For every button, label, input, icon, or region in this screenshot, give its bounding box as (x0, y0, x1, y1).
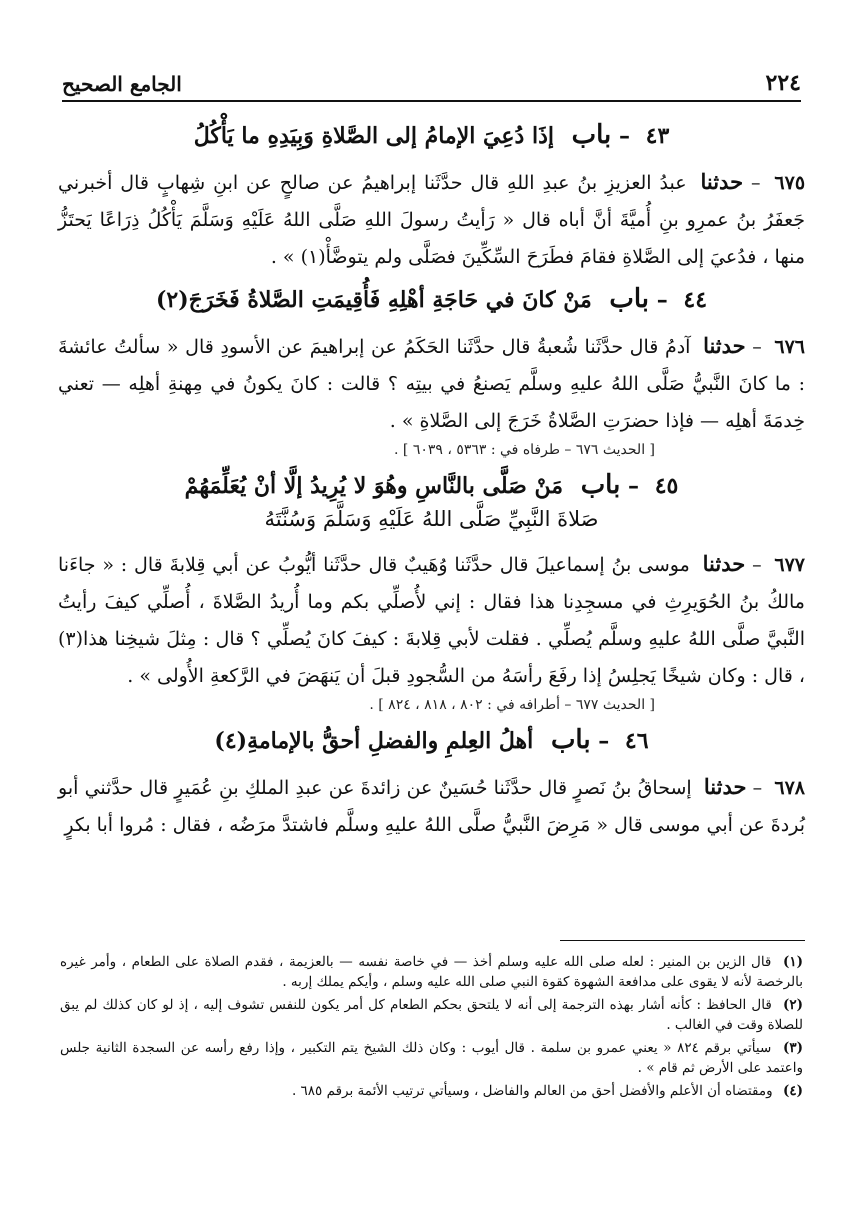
book-title: الجامع الصحيح (62, 72, 182, 96)
footnote-number: (٣) (782, 1040, 803, 1056)
chapter-number: ٤٥ (654, 473, 679, 499)
chapter-bab: باب (550, 725, 591, 755)
chapter-bab: باب (580, 470, 621, 500)
page-number: ٢٢٤ (765, 70, 801, 96)
chapter-number: ٤٤ (683, 287, 708, 313)
hadith-cross-reference: [ الحديث ٦٧٦ – طرفاه في : ٥٣٦٣ ، ٦٠٣٩ ] . (394, 442, 655, 458)
footnote (60, 952, 803, 992)
footnote (60, 1038, 803, 1078)
hadith-text: موسى بنُ إسماعيلَ قال حدَّثَنا وُهَيبٌ قال حدَّثَنا أيُّوبُ عن أبي قِلابةَ قال : « جاءَنا مالكُ بنُ الحُوَيرِثِ في مسجِدِنا هذا فقال : إني لأُصلِّي بكم وما أُريدُ الصَّلاةَ ، أُصلِّي كيفَ رأيتُ النَّبيَّ صلَّى اللهُ عليهِ وسلَّم يُصلِّي . فقلت لأبي قِلابةَ : كيفَ كانَ يُصلِّي ؟ قال : مِثلَ شيخِنا هذا(٣) ، قال : وكان شيخًا يَجلِسُ إذا رفَعَ رأسَهُ من السُّجودِ قبلَ أن يَنهَضَ في الرَّكعةِ الأُولى » . (58, 554, 805, 687)
footnote-number: (١) (782, 954, 803, 970)
chapter-heading: ٤٣ – باب إذَا دُعِيَ الإمامُ إلى الصَّلاةِ وَبِيَدِهِ ما يَأْكُلُ (193, 120, 670, 150)
hadith-text: عبدُ العزيزِ بنُ عبدِ اللهِ قال حدَّثَنا إبراهيمُ عن صالحٍ عن ابنِ شِهابٍ قال أخبرني جَعفَرُ بنُ عمرِو بنِ أُميَّةَ أنَّ أباه قال « رَأيتُ رسولَ اللهِ صَلَّى اللهُ عَلَيْهِ وَسَلَّمَ يَأْكُلُ ذِرَاعًا يَحتَزُّ منها ، فدُعيَ إلى الصَّلاةِ فقامَ فطَرَحَ السِّكِّينَ فصَلَّى ولم يتوضَّأْ(١) » . (58, 172, 805, 268)
chapter-heading: ٤٦ – باب أهلُ العِلمِ والفضلِ أحقُّ بالإمامةِ(٤) (214, 725, 649, 755)
hadith-number: ٦٧٦ (774, 336, 805, 358)
chapter-title: أهلُ العِلمِ والفضلِ أحقُّ بالإمامةِ(٤) (214, 728, 534, 754)
page-header (62, 62, 801, 102)
hadith-number: ٦٧٨ (774, 777, 805, 799)
hadith-cross-reference: [ الحديث ٦٧٧ – أطرافه في : ٨٠٢ ، ٨١٨ ، ٨٢٤ ] . (369, 697, 655, 713)
footnote (60, 1081, 803, 1101)
footnote-text: قال الحافظ : كأنه أشار بهذه الترجمة إلى أنه لا يلتحق بحكم الطعام كل أمر يكون للنفس تشوف إليه ، إذ لو كان كذلك لم يبق للصلاة وقت في الغالب . (60, 997, 803, 1033)
footnotes (60, 952, 803, 1104)
chapter-number: ٤٦ (624, 728, 649, 754)
footnote-text: قال الزين بن المنير : لعله صلى الله عليه وسلم أخذ — في خاصة نفسه — بالعزيمة ، فقدم الصلاة على الطعام ، وأمر غيره بالرخصة لأنه لا يقوى على مدافعة الشهوة كقوة النبي صلى الله عليه وسلم ، وأيكم يملك إربه . (60, 954, 803, 990)
hadith-paragraph: ٦٧٥ – حدثنا عبدُ العزيزِ بنُ عبدِ اللهِ قال حدَّثَنا إبراهيمُ عن صالحٍ عن ابنِ شِهابٍ قال أخبرني جَعفَرُ بنُ عمرِو بنِ أُميَّةَ أنَّ أباه قال « رَأيتُ رسولَ اللهِ صَلَّى اللهُ عَلَيْهِ وَسَلَّمَ يَأْكُلُ ذِرَاعًا يَحتَزُّ منها ، فدُعيَ إلى الصَّلاةِ فقامَ فطَرَحَ السِّكِّينَ فصَلَّى ولم يتوضَّأْ(١) » . (58, 169, 806, 268)
footnote (60, 995, 803, 1035)
footnote-divider (560, 940, 805, 941)
page-body (58, 112, 805, 844)
hadith-opening-word: حدثنا (700, 169, 744, 194)
chapter-number: ٤٣ (645, 123, 670, 149)
hadith-paragraph: ٦٧٦ – حدثنا آدمُ قال حدَّثَنا شُعبةُ قال حدَّثَنا الحَكَمُ عن إبراهيمَ عن الأسودِ قال « سألتُ عائشةَ : ما كانَ النَّبيُّ صَلَّى اللهُ عليهِ وسلَّم يَصنعُ في بيتِه ؟ قالت : كانَ يكونُ في مِهنةِ أهلِه — تعني خِدمَةَ أهلِه — فإذا حضرَتِ الصَّلاةُ خَرَجَ إلى الصَّلاةِ » . (58, 333, 805, 432)
hadith-paragraph: ٦٧٨ – حدثنا إسحاقُ بنُ نَصرٍ قال حدَّثَنا حُسَينٌ عن زائدةَ عن عبدِ الملكِ بنِ عُمَيرٍ قال حدَّثني أبو بُردةَ عن أبي موسى قال « مَرِضَ النَّبيُّ صلَّى اللهُ عليهِ وسلَّم فاشتدَّ مرَضُه ، فقال : مُروا أبا بكرٍ (58, 774, 805, 836)
hadith-opening-word: حدثنا (703, 774, 747, 799)
hadith-opening-word: حدثنا (703, 333, 746, 358)
chapter-heading: ٤٥ – باب مَنْ صَلَّى بالنَّاسِ وهُوَ لا يُرِيدُ إلَّا أنْ يُعَلِّمَهُمْ صَلاةَ النَّبِيِّ صَلَّى اللهُ عَلَيْهِ وَسَلَّمَ وَسُنَّتَهُ (58, 468, 805, 535)
chapter-bab: باب (571, 120, 612, 150)
footnote-number: (٤) (782, 1083, 803, 1099)
hadith-opening-word: حدثنا (702, 551, 746, 576)
hadith-paragraph: ٦٧٧ – حدثنا موسى بنُ إسماعيلَ قال حدَّثَنا وُهَيبٌ قال حدَّثَنا أيُّوبُ عن أبي قِلابةَ قال : « جاءَنا مالكُ بنُ الحُوَيرِثِ في مسجِدِنا هذا فقال : إني لأُصلِّي بكم وما أُريدُ الصَّلاةَ ، أُصلِّي كيفَ رأيتُ النَّبيَّ صلَّى اللهُ عليهِ وسلَّم يُصلِّي . فقلت لأبي قِلابةَ : كيفَ كانَ يُصلِّي ؟ قال : مِثلَ شيخِنا هذا(٣) ، قال : وكان شيخًا يَجلِسُ إذا رفَعَ رأسَهُ من السُّجودِ قبلَ أن يَنهَضَ في الرَّكعةِ الأُولى » . (58, 551, 806, 687)
hadith-number: ٦٧٧ (774, 554, 806, 576)
hadith-text: آدمُ قال حدَّثَنا شُعبةُ قال حدَّثَنا الحَكَمُ عن إبراهيمَ عن الأسودِ قال « سألتُ عائشةَ : ما كانَ النَّبيُّ صَلَّى اللهُ عليهِ وسلَّم يَصنعُ في بيتِه ؟ قالت : كانَ يكونُ في مِهنةِ أهلِه — تعني خِدمَةَ أهلِه — فإذا حضرَتِ الصَّلاةُ خَرَجَ إلى الصَّلاةِ » . (58, 336, 805, 432)
chapter-heading: ٤٤ – باب مَنْ كانَ في حَاجَةِ أهْلِهِ فَأُقِيمَتِ الصَّلاةُ فَخَرَجَ(٢) (155, 284, 708, 314)
chapter-title: مَنْ صَلَّى بالنَّاسِ وهُوَ لا يُرِيدُ إلَّا أنْ يُعَلِّمَهُمْ (184, 473, 564, 499)
chapter-title: إذَا دُعِيَ الإمامُ إلى الصَّلاةِ وَبِيَدِهِ ما يَأْكُلُ (193, 123, 554, 149)
hadith-text: إسحاقُ بنُ نَصرٍ قال حدَّثَنا حُسَينٌ عن زائدةَ عن عبدِ الملكِ بنِ عُمَيرٍ قال حدَّثني أبو بُردةَ عن أبي موسى قال « مَرِضَ النَّبيُّ صلَّى اللهُ عليهِ وسلَّم فاشتدَّ مرَضُه ، فقال : مُروا أبا بكرٍ (58, 777, 805, 836)
chapter-subtitle: صَلاةَ النَّبِيِّ صَلَّى اللهُ عَلَيْهِ وَسَلَّمَ وَسُنَّتَهُ (264, 507, 599, 531)
chapter-bab: باب (609, 284, 650, 314)
footnote-text: ومقتضاه أن الأعلم والأفضل أحق من العالم والفاضل ، وسيأتي ترتيب الأئمة برقم ٦٨٥ . (291, 1083, 773, 1099)
footnote-text: سيأتي برقم ٨٢٤ « يعني عمرو بن سلمة . قال أيوب : وكان ذلك الشيخ يتم التكبير ، وإذا رفع رأسه عن السجدة الثانية جلس واعتمد على الأرض ثم قام » . (60, 1040, 803, 1076)
chapter-title: مَنْ كانَ في حَاجَةِ أهْلِهِ فَأُقِيمَتِ الصَّلاةُ فَخَرَجَ(٢) (155, 287, 592, 313)
hadith-number: ٦٧٥ (774, 172, 806, 194)
footnote-number: (٢) (782, 997, 804, 1013)
